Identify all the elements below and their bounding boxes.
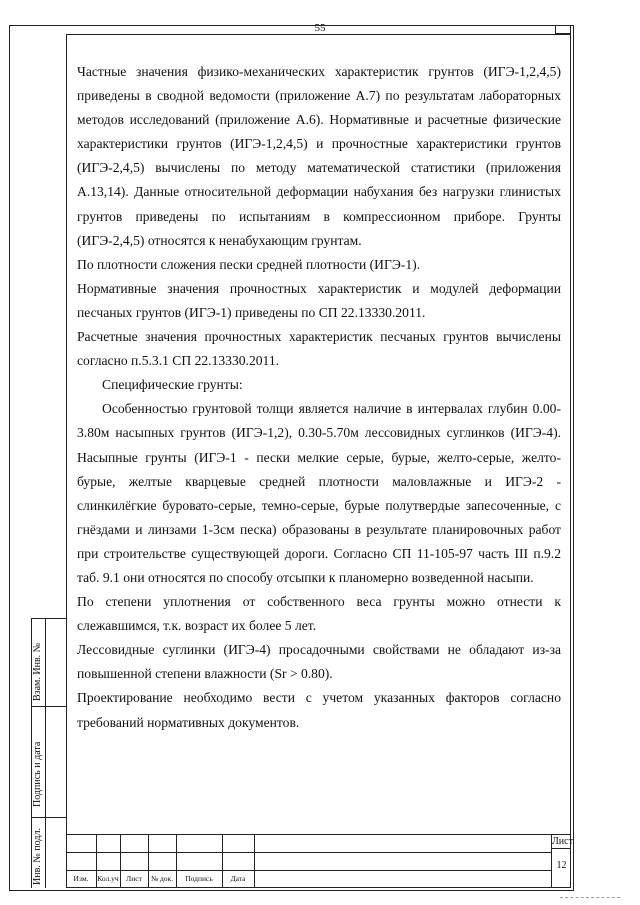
paragraph-compaction: По степени уплотнения от собственного веса грунты можно отнести к слежавшимся, т.к. возраст их более 5 лет. — [77, 594, 561, 634]
col-divider — [254, 834, 255, 888]
stamp-label-kol: Кол.уч — [97, 874, 119, 883]
page-number: 55 — [314, 22, 326, 34]
sidebar-label-inv: Инв. № подл. — [32, 828, 43, 885]
scan-edge-mark — [560, 897, 620, 898]
paragraph-sand-density: По плотности сложения пески средней плотности (ИГЭ-1). — [77, 256, 421, 272]
document-body — [77, 60, 561, 735]
left-margin-stamp — [31, 618, 66, 888]
stamp-label-podpis: Подпись — [185, 874, 213, 883]
sheet-label: Лист — [552, 836, 573, 847]
paragraph-calculated-values: Расчетные значения прочностных характеристик песчаных грунтов вычислены согласно п.5.3.1 СП 22.13330.2011. — [77, 329, 561, 369]
sheet-cell-line — [551, 848, 571, 849]
sidebar-label-vzam: Взам. Инв. № — [32, 642, 43, 701]
sheet-number: 12 — [556, 860, 567, 871]
paragraph-specific-soils-heading: Специфические грунты: — [102, 377, 243, 393]
paragraph-soil-features: Особенностью грунтовой толщи является наличие в интервалах глубин 0.00-3.80м насыпных грунтов (ИГЭ-1,2), 0.30-5.70м лессовидных суглинков (ИГЭ-4). Насыпные грунты (ИГЭ-1 - пески мелкие серые, бурые, желто-серые, желто-бурые, желтые кварцевые средней плотности маловлажные и ИГЭ-2 - слинкилёгкие буровато-серые, темно-серые, бурые полутвердые запесоченные, с гнёздами и линзами 1-3см песка) образованы в результате планировочных работ при строительстве существующей дороги. Согласно СП 11-105-97 часть III п.9.2 таб. 9.1 они относятся по способу отсыпки к планомерно возведенной насыпи. — [77, 401, 561, 585]
title-block-row-line-2 — [66, 870, 551, 871]
paragraph-loess-loams: Лессовидные суглинки (ИГЭ-4) просадочными свойствами не обладают из-за повышенной степени влажности (Sr > 0.80). — [77, 642, 561, 682]
stamp-label-izm: Изм. — [73, 874, 89, 883]
title-block-top-line — [66, 834, 571, 835]
title-block — [66, 834, 571, 888]
stamp-label-list: Лист — [126, 874, 142, 883]
stamp-label-ndok: № док. — [150, 874, 174, 883]
title-block-row-line-1 — [66, 852, 551, 853]
stamp-label-data: Дата — [230, 874, 246, 883]
paragraph-design-note: Проектирование необходимо вести с учетом указанных факторов согласно требований нормативных документов. — [77, 690, 561, 730]
paragraph-normative-values: Нормативные значения прочностных характеристик и модулей деформации песчаных грунтов (ИГЭ-1) приведены по СП 22.13330.2011. — [77, 280, 561, 320]
corner-tab — [555, 25, 571, 34]
sidebar-label-podpis: Подпись и дата — [32, 741, 43, 807]
paragraph-soil-characteristics: Частные значения физико-механических характеристик грунтов (ИГЭ-1,2,4,5) приведены в сводной ведомости (приложение А.7) по результатам лабораторных методов исследований (приложение А.6). Нормативные и расчетные физические характеристики грунтов (ИГЭ-1,2,4,5) и прочностные характеристики грунтов (ИГЭ-2,4,5) вычислены по методу математической статистики (приложения А.13,14). Данные относительной деформации набухания без нагрузки глинистых грунтов приведены по испытаниям в компрессионном приборе. Грунты (ИГЭ-2,4,5) относятся к ненабухающим грунтам. — [77, 64, 561, 248]
